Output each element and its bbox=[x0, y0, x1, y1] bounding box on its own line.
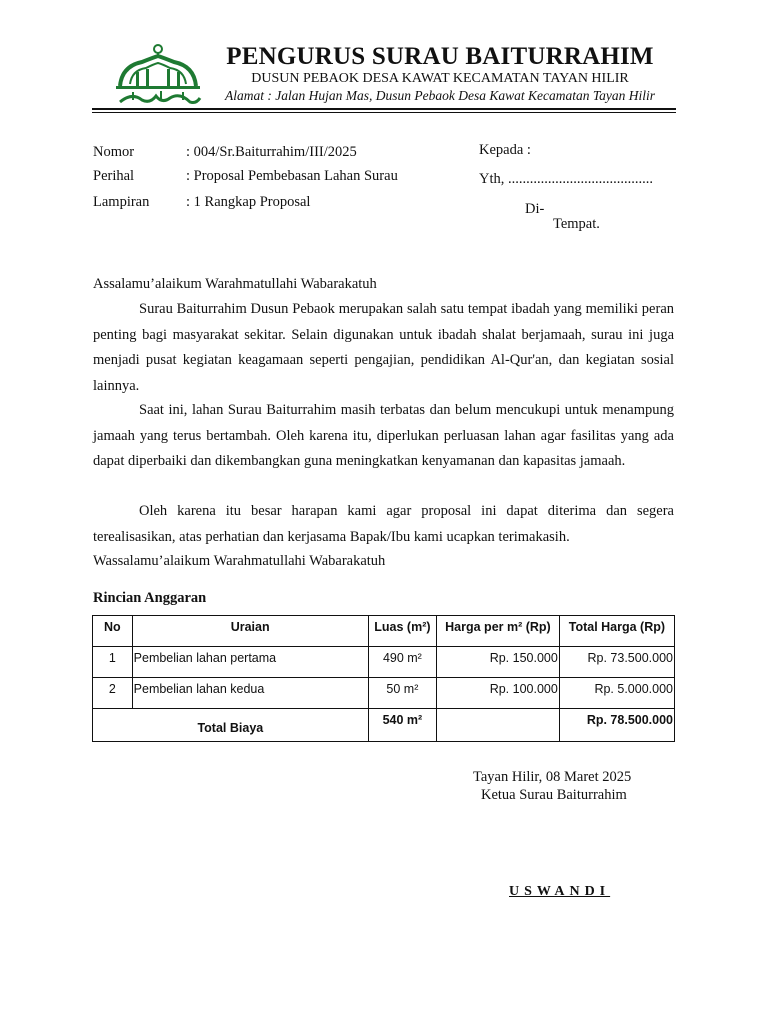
table-row bbox=[93, 678, 675, 709]
paragraph-3: Oleh karena itu besar harapan kami agar proposal ini dapat diterima dan segera terealisasikan, atas perhatian dan kerjasama Bapak/Ibu kami ucapkan terimakasih. bbox=[93, 503, 674, 545]
recipient-kepada: Kepada : bbox=[479, 142, 531, 158]
recipient-yth: Yth, ........................................ bbox=[479, 171, 653, 187]
total-area: 540 m² bbox=[368, 709, 436, 742]
cell-uraian: Pembelian lahan kedua bbox=[132, 678, 368, 709]
closing-greeting: Wassalamu’alaikum Warahmatullahi Wabarakatuh bbox=[93, 553, 386, 569]
cell-total: Rp. 73.500.000 bbox=[559, 647, 674, 678]
cell-no: 1 bbox=[93, 647, 133, 678]
perihal-value: : Proposal Pembebasan Lahan Surau bbox=[186, 168, 398, 184]
col-header-harga: Harga per m² (Rp) bbox=[437, 616, 560, 647]
col-header-uraian: Uraian bbox=[132, 616, 368, 647]
organization-name: PENGURUS SURAU BAITURRAHIM bbox=[226, 43, 654, 70]
recipient-di: Di- bbox=[525, 201, 545, 217]
table-row bbox=[93, 647, 675, 678]
cell-luas: 50 m² bbox=[368, 678, 436, 709]
budget-table bbox=[92, 615, 675, 742]
table-total-row bbox=[93, 709, 675, 742]
organization-address: Alamat : Jalan Hujan Mas, Dusun Pebaok Desa Kawat Kecamatan Tayan Hilir bbox=[225, 88, 655, 103]
cell-harga: Rp. 100.000 bbox=[437, 678, 560, 709]
total-label: Total Biaya bbox=[93, 709, 369, 742]
budget-title: Rincian Anggaran bbox=[93, 590, 207, 606]
place-date: Tayan Hilir, 08 Maret 2025 bbox=[473, 769, 632, 785]
paragraph-2: Saat ini, lahan Surau Baiturrahim masih terbatas dan belum mencukupi untuk menampung jamaah yang terus bertambah. Oleh karena itu, diperlukan perluasan lahan agar fasilitas yang ada dapat diperbaiki dan dikembangkan guna meningkatkan kenyamanan dan kapasitas jamaah. bbox=[93, 402, 674, 469]
total-empty-cell bbox=[437, 709, 560, 742]
col-header-total: Total Harga (Rp) bbox=[559, 616, 674, 647]
cell-no: 2 bbox=[93, 678, 133, 709]
cell-luas: 490 m² bbox=[368, 647, 436, 678]
col-header-luas: Luas (m²) bbox=[368, 616, 436, 647]
paragraph-1: Surau Baiturrahim Dusun Pebaok merupakan salah satu tempat ibadah yang memiliki peran penting bagi masyarakat sekitar. Selain digunakan untuk ibadah shalat berjamaah, surau ini juga menjadi pusat kegiatan keagamaan seperti pengajian, pendidikan Al-Qur'an, dan kegiatan sosial lainnya. bbox=[93, 301, 674, 394]
header-rule-thin bbox=[92, 112, 676, 113]
cell-total: Rp. 5.000.000 bbox=[559, 678, 674, 709]
cell-harga: Rp. 150.000 bbox=[437, 647, 560, 678]
organization-location: DUSUN PEBAOK DESA KAWAT KECAMATAN TAYAN HILIR bbox=[251, 71, 629, 86]
perihal-label: Perihal bbox=[93, 168, 135, 184]
signer-name: USWANDI bbox=[509, 884, 611, 899]
mosque-logo bbox=[112, 42, 204, 108]
total-price: Rp. 78.500.000 bbox=[559, 709, 674, 742]
signer-role: Ketua Surau Baiturrahim bbox=[481, 787, 627, 803]
lampiran-value: : 1 Rangkap Proposal bbox=[186, 194, 311, 210]
col-header-no: No bbox=[93, 616, 133, 647]
cell-uraian: Pembelian lahan pertama bbox=[132, 647, 368, 678]
greeting: Assalamu’alaikum Warahmatullahi Wabarakatuh bbox=[93, 276, 377, 292]
recipient-tempat: Tempat. bbox=[553, 216, 600, 232]
nomor-label: Nomor bbox=[93, 144, 135, 160]
table-header-row bbox=[93, 616, 675, 647]
header-rule-thick bbox=[92, 108, 676, 110]
nomor-value: : 004/Sr.Baiturrahim/III/2025 bbox=[186, 144, 357, 160]
lampiran-label: Lampiran bbox=[93, 194, 150, 210]
